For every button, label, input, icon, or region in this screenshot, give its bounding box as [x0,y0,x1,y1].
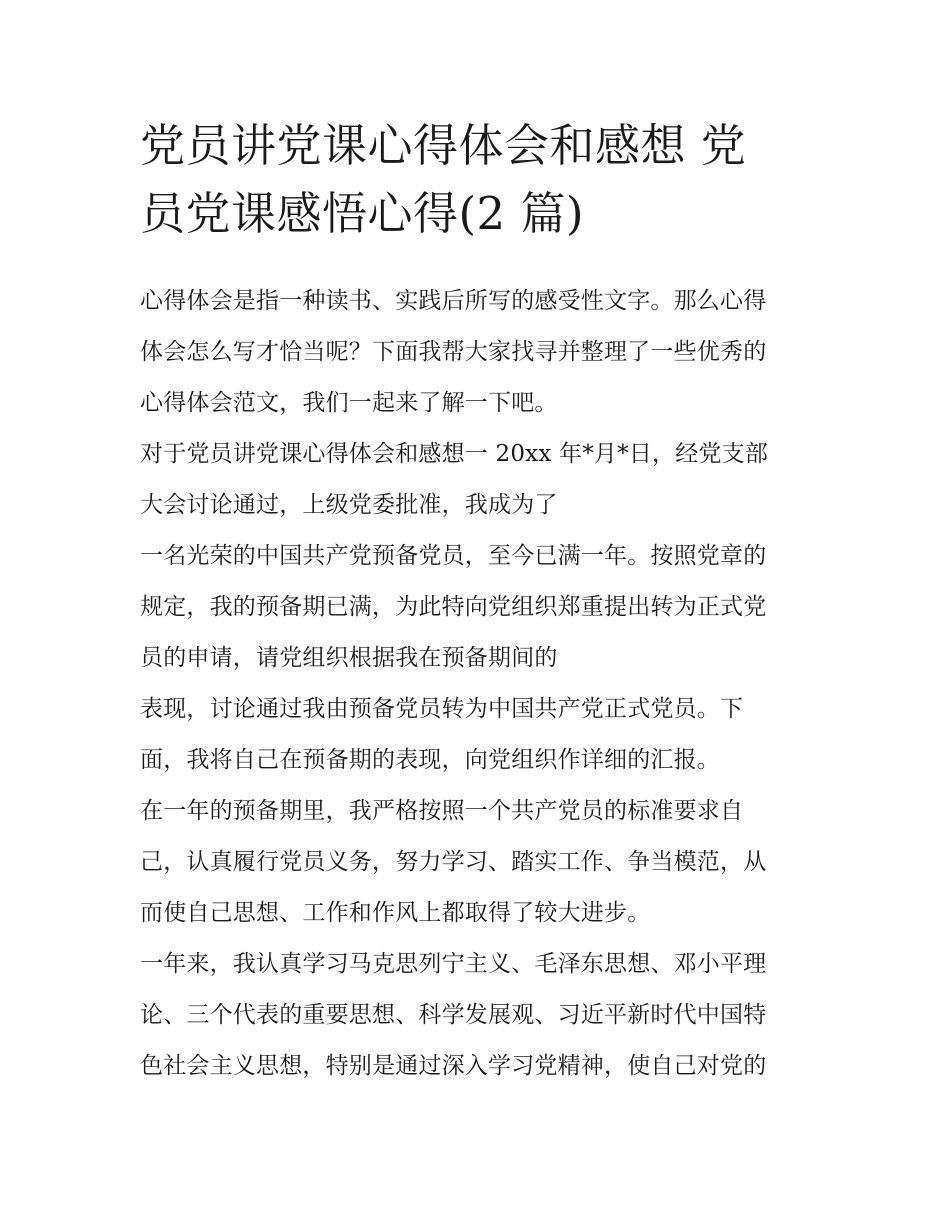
body-line: 论、三个代表的重要思想、科学发展观、习近平新时代中国特 [140,1002,767,1028]
title-line-1: 党员讲党课心得体会和感想 党 [140,119,747,172]
body-line: 一年来，我认真学习马克思列宁主义、毛泽东思想、邓小平理 [140,951,767,977]
body-line: 规定，我的预备期已满，为此特向党组织郑重提出转为正式党 [140,594,767,620]
body-line: 己，认真履行党员义务，努力学习、踏实工作、争当模范，从 [140,849,767,875]
body-line: 面，我将自己在预备期的表现，向党组织作详细的汇报。 [140,747,720,773]
body-line: 而使自己思想、工作和作风上都取得了较大进步。 [140,900,651,926]
body-line: 在一年的预备期里，我严格按照一个共产党员的标准要求自 [140,798,744,824]
body-line: 员的申请，请党组织根据我在预备期间的 [140,645,558,671]
document-title [140,112,820,248]
body-line: 表现，讨论通过我由预备党员转为中国共产党正式党员。下 [140,696,744,722]
body-line: 体会怎么写才恰当呢？下面我帮大家找寻并整理了一些优秀的 [140,339,767,365]
title-line-2: 员党课感悟心得(2 篇) [140,187,585,240]
body-line: 一名光荣的中国共产党预备党员，至今已满一年。按照党章的 [140,543,767,569]
document-body [140,276,820,1092]
body-line: 心得体会是指一种读书、实践后所写的感受性文字。那么心得 [140,288,767,314]
body-line: 对于党员讲党课心得体会和感想一 20xx 年*月*日，经党支部 [140,441,769,467]
body-line: 大会讨论通过，上级党委批准，我成为了 [140,492,558,518]
body-line: 心得体会范文，我们一起来了解一下吧。 [140,390,558,416]
body-line: 色社会主义思想，特别是通过深入学习党精神，使自己对党的 [140,1053,767,1079]
